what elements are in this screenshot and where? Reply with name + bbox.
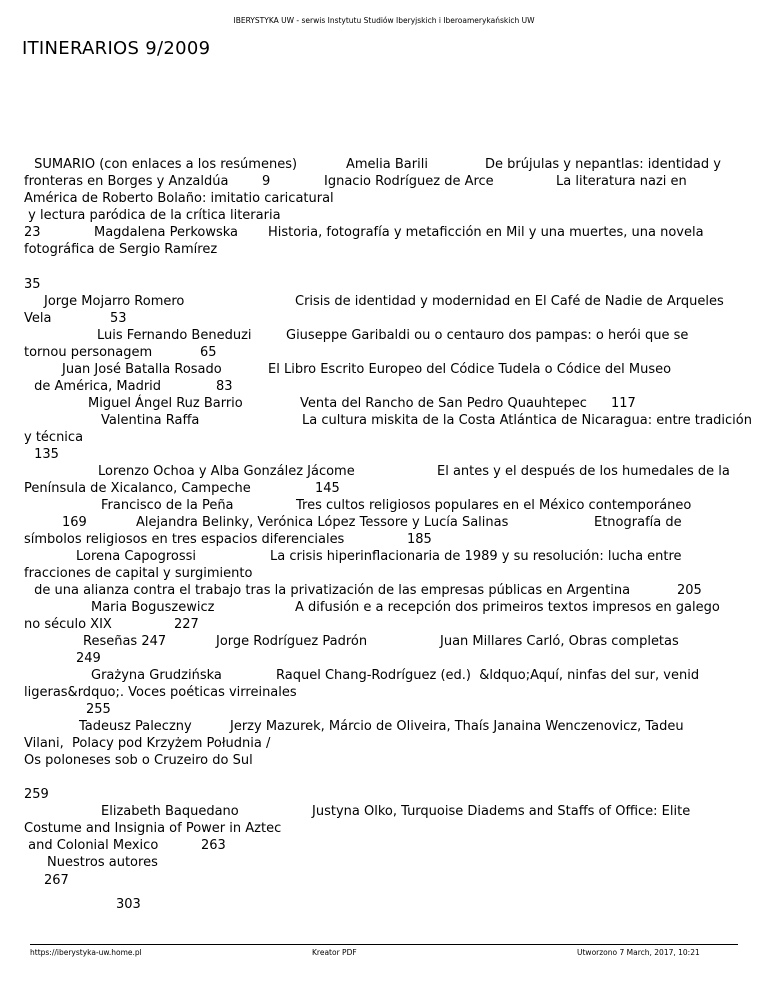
toc-article-title: Justyna Olko, Turquoise Diadems and Staffs of Office: Elite (312, 804, 691, 819)
toc-article-title: Raquel Chang-Rodríguez (ed.) &ldquo;Aquí, ninfas del sur, venid (276, 668, 700, 683)
toc-article-title: de una alianza contra el trabajo tras la privatización de las empresas públicas en Argentina (30, 583, 631, 598)
toc-article-title: Etnografía de (594, 515, 682, 530)
toc-article-title: y técnica (24, 430, 84, 445)
toc-author: Francisco de la Peña (101, 498, 234, 513)
toc-article-title: Jerzy Mazurek, Márcio de Oliveira, Thaís Janaina Wenczenovicz, Tadeu (230, 719, 684, 734)
toc-author: Jorge Rodríguez Padrón (216, 634, 368, 649)
footer-generator: Kreator PDF (312, 948, 357, 957)
toc-section-heading: Nuestros autores (47, 855, 158, 870)
toc-author: Alejandra Belinky, Verónica López Tessore y Lucía Salinas (136, 515, 509, 530)
toc-page-number: 9 (262, 174, 271, 189)
toc-article-title: Vela (24, 311, 52, 326)
footer-url: https://iberystyka-uw.home.pl (30, 948, 142, 957)
toc-page-number: 83 (216, 379, 233, 394)
toc-page-number: 249 (76, 651, 101, 666)
toc-article-title: Juan Millares Carló, Obras completas (440, 634, 679, 649)
toc-page-number: 169 (62, 515, 87, 530)
document-title: ITINERARIOS 9/2009 (22, 38, 211, 59)
toc-article-title: La crisis hiperinflacionaria de 1989 y su resolución: lucha entre (270, 549, 682, 564)
toc-article-title: América de Roberto Bolaño: imitatio caricatural (24, 191, 334, 206)
toc-article-title: Crisis de identidad y modernidad en El Café de Nadie de Arqueles (295, 294, 724, 309)
toc-article-title: y lectura paródica de la crítica literaria (24, 208, 281, 223)
toc-article-title: and Colonial Mexico (24, 838, 159, 853)
toc-page-number: 65 (200, 345, 217, 360)
toc-article-title: Os poloneses sob o Cruzeiro do Sul (24, 753, 253, 768)
toc-author: Luis Fernando Beneduzi (97, 328, 252, 343)
toc-page-number: 259 (24, 787, 49, 802)
toc-article-title: Costume and Insignia of Power in Aztec (24, 821, 282, 836)
toc-page-number: 303 (116, 897, 141, 912)
toc-page-number: 205 (677, 583, 702, 598)
toc-page-number: 117 (611, 396, 636, 411)
toc-article-title: Giuseppe Garibaldi ou o centauro dos pampas: o herói que se (286, 328, 689, 343)
toc-author: Miguel Ángel Ruz Barrio (88, 396, 243, 411)
toc-article-title: fronteras en Borges y Anzaldúa (24, 174, 229, 189)
footer-created-date: Utworzono 7 March, 2017, 10:21 (577, 948, 700, 957)
toc-article-title: no século XIX (24, 617, 112, 632)
toc-author: Grażyna Grudzińska (91, 668, 222, 683)
toc-author: Valentina Raffa (101, 413, 200, 428)
site-header: IBERYSTYKA UW - serwis Instytutu Studiów Iberyjskich i Iberoamerykańskich UW (233, 16, 535, 25)
toc-page-number: 135 (30, 447, 59, 462)
toc-author: Tadeusz Paleczny (79, 719, 192, 734)
toc-article-title: Venta del Rancho de San Pedro Quauhtepec (300, 396, 587, 411)
toc-article-title: El Libro Escrito Europeo del Códice Tudela o Códice del Museo (268, 362, 672, 377)
toc-page-number: 227 (174, 617, 199, 632)
toc-article-title: Tres cultos religiosos populares en el México contemporáneo (296, 498, 692, 513)
toc-page-number: 53 (110, 311, 127, 326)
toc-article-title: Vilani, Polacy pod Krzyżem Południa / (24, 736, 271, 751)
toc-page-number: 23 (24, 225, 41, 240)
toc-article-title: Historia, fotografía y metaficción en Mil y una muertes, una novela (268, 225, 704, 240)
toc-author: Jorge Mojarro Romero (44, 294, 185, 309)
toc-article-title: ligeras&rdquo;. Voces poéticas virreinales (24, 685, 297, 700)
toc-article-title: La literatura nazi en (556, 174, 687, 189)
toc-author: Lorena Capogrossi (76, 549, 197, 564)
toc-section-heading: Reseñas 247 (83, 634, 167, 649)
toc-page-number: 185 (407, 532, 432, 547)
toc-author: Amelia Barili (346, 157, 428, 172)
toc-author: Elizabeth Baquedano (101, 804, 239, 819)
toc-author: Magdalena Perkowska (94, 225, 239, 240)
toc-page-number: 263 (201, 838, 226, 853)
toc-page-number: 267 (44, 873, 69, 888)
toc-page-number: 35 (24, 277, 41, 292)
toc-article-title: De brújulas y nepantlas: identidad y (485, 157, 721, 172)
toc-author: Lorenzo Ochoa y Alba González Jácome (98, 464, 355, 479)
toc-article-title: tornou personagem (24, 345, 153, 360)
toc-article-title: A difusión e a recepción dos primeiros textos impresos en galego (295, 600, 720, 615)
toc-article-title: La cultura miskita de la Costa Atlántica de Nicaragua: entre tradición (302, 413, 752, 428)
toc-article-title: El antes y el después de los humedales de la (437, 464, 730, 479)
toc-article-title: Península de Xicalanco, Campeche (24, 481, 251, 496)
toc-page-number: 145 (315, 481, 340, 496)
toc-author: Ignacio Rodríguez de Arce (324, 174, 494, 189)
toc-article-title: fracciones de capital y surgimiento (24, 566, 253, 581)
toc-heading: SUMARIO (con enlaces a los resúmenes) (30, 157, 298, 172)
footer-divider (30, 944, 738, 945)
toc-author: Juan José Batalla Rosado (62, 362, 222, 377)
toc-article-title: símbolos religiosos en tres espacios diferenciales (24, 532, 345, 547)
toc-page-number: 255 (86, 702, 111, 717)
toc-article-title: fotográfica de Sergio Ramírez (24, 242, 218, 257)
toc-article-title: de América, Madrid (30, 379, 162, 394)
toc-author: Maria Boguszewicz (91, 600, 215, 615)
